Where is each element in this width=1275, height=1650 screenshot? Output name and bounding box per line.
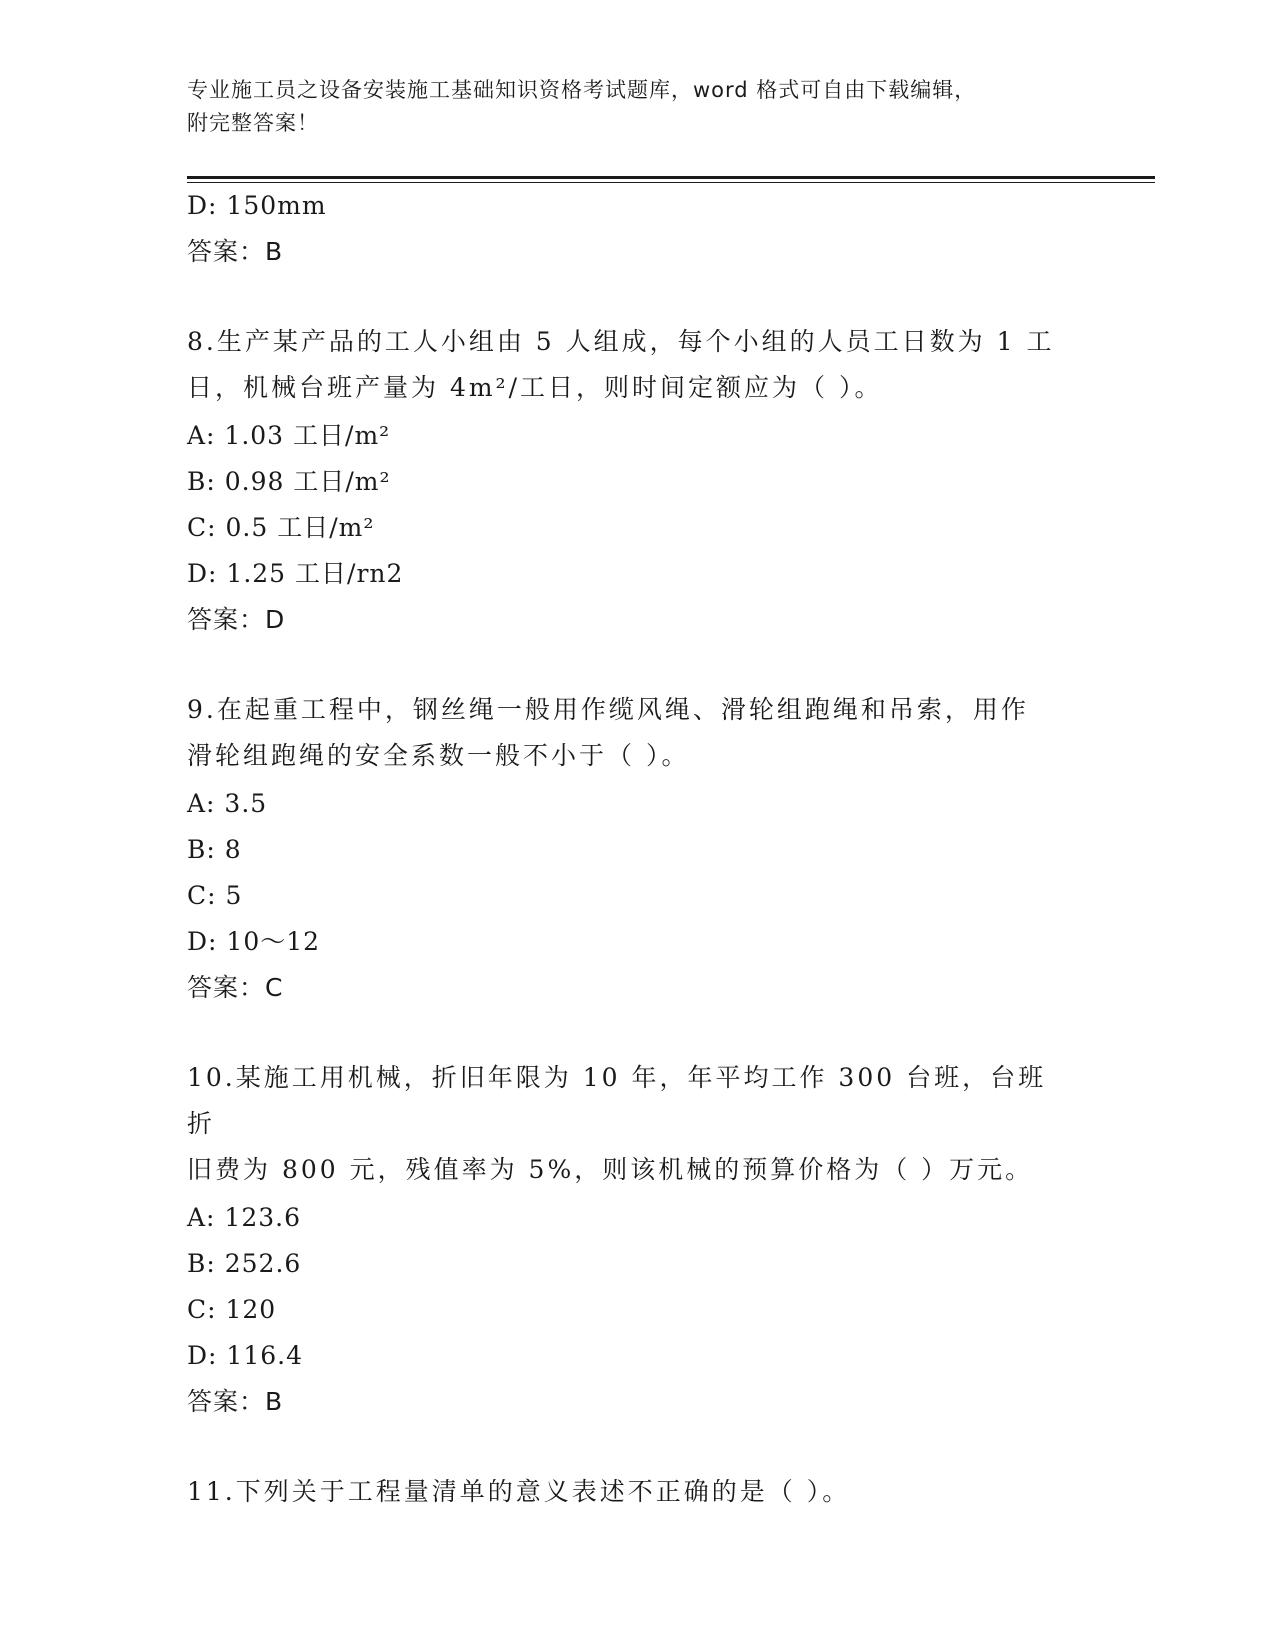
option-d: D: 10～12	[187, 927, 321, 956]
question-9	[187, 687, 1067, 1003]
question-11	[187, 1469, 1067, 1515]
option-a: A: 1.03 工日/m²	[187, 421, 391, 450]
question-10	[187, 1055, 1067, 1417]
option-b: B: 0.98 工日/m²	[187, 467, 391, 496]
answer-line: 答案：B	[187, 1387, 284, 1416]
document-header	[187, 74, 1087, 140]
option-d: D: 116.4	[187, 1341, 303, 1370]
option-d: D: 150mm	[187, 191, 327, 220]
option-d: D: 1.25 工日/rn2	[187, 559, 404, 588]
question-text-line-2: 滑轮组跑绳的安全系数一般不小于（ ）。	[187, 741, 690, 770]
question-content	[187, 191, 1067, 1515]
question-text-line-1: 9.在起重工程中，钢丝绳一般用作缆风绳、滑轮组跑绳和吊索，用作	[187, 695, 1029, 724]
option-a: A: 3.5	[187, 789, 268, 818]
option-c: C: 0.5 工日/m²	[187, 513, 375, 542]
question-text-line-1: 11.下列关于工程量清单的意义表述不正确的是（ ）。	[187, 1477, 851, 1506]
option-b: B: 252.6	[187, 1249, 302, 1278]
option-c: C: 120	[187, 1295, 277, 1324]
question-text-line-2: 日，机械台班产量为 4m²/工日，则时间定额应为（ ）。	[187, 373, 883, 402]
question-text-line-2: 旧费为 800 元，残值率为 5%，则该机械的预算价格为（ ）万元。	[187, 1155, 1034, 1184]
option-b: B: 8	[187, 835, 242, 864]
question-text-line-1: 8.生产某产品的工人小组由 5 人组成，每个小组的人员工日数为 1 工	[187, 327, 1055, 356]
header-line-2: 附完整答案！	[187, 111, 319, 135]
header-rule-thick	[187, 176, 1155, 179]
answer-line: 答案：B	[187, 237, 284, 266]
previous-question-tail	[187, 191, 1067, 267]
answer-line: 答案：D	[187, 605, 286, 634]
answer-line: 答案：C	[187, 973, 284, 1002]
question-8	[187, 319, 1067, 635]
option-c: C: 5	[187, 881, 243, 910]
option-a: A: 123.6	[187, 1203, 301, 1232]
header-line-1: 专业施工员之设备安装施工基础知识资格考试题库，word 格式可自由下载编辑，	[187, 78, 977, 102]
header-rule-thin	[187, 182, 1155, 183]
question-text-line-1: 10.某施工用机械，折旧年限为 10 年，年平均工作 300 台班，台班折	[187, 1063, 1047, 1138]
